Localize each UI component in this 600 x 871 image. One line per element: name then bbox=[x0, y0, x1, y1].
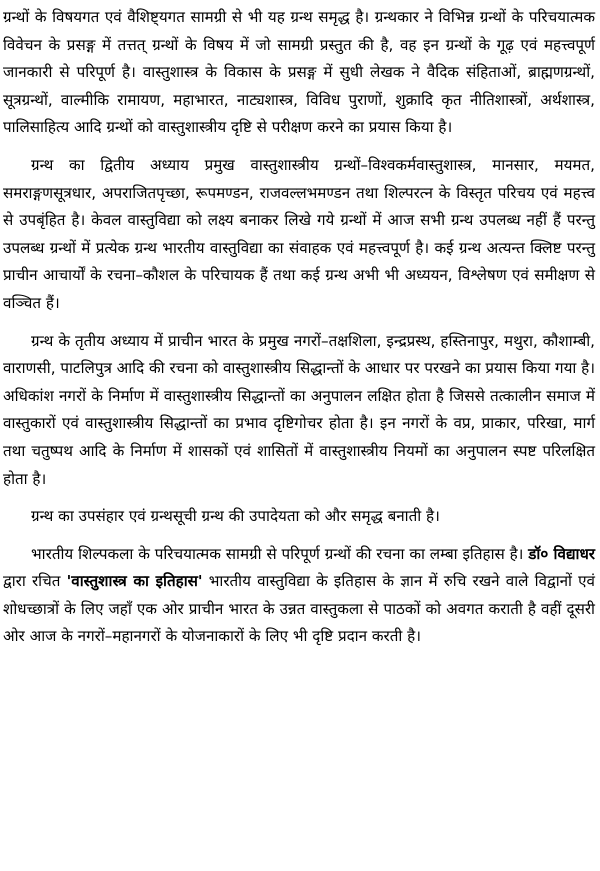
paragraph-4: ग्रन्थ का उपसंहार एवं ग्रन्थसूची ग्रन्थ की उपादेयता को और समृद्ध बनाती है। bbox=[31, 507, 440, 526]
paragraph-5 bbox=[3, 541, 595, 651]
paragraph-1: ग्रन्थों के विषयगत एवं वैशिष्ट्यगत सामग्री से भी यह ग्रन्थ समृद्ध है। ग्रन्थकार ने विभिन्न ग्रन्थों के परिचयात्मक विवेचन के प्रसङ्ग में तत्तत् ग्रन्थों के विषय में जो सामग्री प्रस्तुत की है, वह इन ग्रन्थों के गूढ़ एवं महत्त्वपूर्ण जानकारी से परिपूर्ण है। वास्तुशास्त्र के विकास के प्रसङ्ग में सुधी लेखक ने वैदिक संहिताओं, ब्राह्मणग्रन्थों, सूत्रग्रन्थों, वाल्मीकि रामायण, महाभारत, नाट्यशास्त्र, विविध पुराणों, शुक्रादि कृत नीतिशास्त्रों, अर्थशास्त्र, पालिसाहित्य आदि ग्रन्थों को वास्तुशास्त्रीय दृष्टि से परीक्षण करने का प्रयास किया है। bbox=[3, 8, 595, 137]
book-title: 'वास्तुशास्त्र का इतिहास' bbox=[66, 572, 203, 591]
paragraph-2: ग्रन्थ का द्वितीय अध्याय प्रमुख वास्तुशास्त्रीय ग्रन्थों–विश्वकर्मवास्तुशास्त्र, मानसार, मयमत, समराङ्गणसूत्रधार, अपराजितपृच्छा, रूपमण्डन, राजवल्लभमण्डन तथा शिल्परत्न के विस्तृत परिचय एवं महत्त्व से उपबृंहित है। केवल वास्तुविद्या को लक्ष्य बनाकर लिखे गये ग्रन्थों में आज सभी ग्रन्थ उपलब्ध नहीं हैं परन्तु उपलब्ध ग्रन्थों में प्रत्येक ग्रन्थ भारतीय वास्तुविद्या का संवाहक एवं महत्त्वपूर्ण है। कई ग्रन्थ अत्यन्त क्लिष्ट परन्तु प्राचीन आचार्यों के रचना–कौशल के परिचायक हैं तथा कई ग्रन्थ अभी भी अध्ययन, विश्लेषण एवं समीक्षण से वञ्चित हैं। bbox=[3, 155, 595, 312]
paragraph-5-rest: भारतीय वास्तुविद्या के इतिहास के ज्ञान में रुचि रखने वाले विद्वानों एवं शोधच्छात्रों के लिए जहाँ एक ओर प्राचीन भारत के उन्नत वास्तुकला से पाठकों को अवगत कराती है वहीं दूसरी ओर आज के नगरों–महानगरों के योजनाकारों के लिए भी दृष्टि प्रदान करती है। bbox=[3, 572, 595, 646]
paragraph-5-intro: भारतीय शिल्पकला के परिचयात्मक सामग्री से परिपूर्ण ग्रन्थों की रचना का लम्बा इतिहास है। bbox=[31, 544, 529, 563]
document-page bbox=[3, 4, 595, 661]
author-name: डॉ० विद्याधर bbox=[528, 544, 595, 563]
paragraph-3: ग्रन्थ के तृतीय अध्याय में प्राचीन भारत के प्रमुख नगरों–तक्षशिला, इन्द्रप्रस्थ, हस्तिनापुर, मथुरा, कौशाम्बी, वाराणसी, पाटलिपुत्र आदि की रचना को वास्तुशास्त्रीय सिद्धान्तों के आधार पर परखने का प्रयास किया गया है। अधिकांश नगरों के निर्माण में वास्तुशास्त्रीय सिद्धान्तों का अनुपालन लक्षित होता है जिससे तत्कालीन समाज में वास्तुकारों एवं वास्तुशास्त्रीय सिद्धान्तों का प्रभाव दृष्टिगोचर होता है। इन नगरों के वप्र, प्राकार, परिखा, मार्ग तथा चतुष्पथ आदि के निर्माण में शासकों एवं शासितों में वास्तुशास्त्रीय नियमों का अनुपालन स्पष्ट परिलक्षित होता है। bbox=[3, 331, 595, 488]
paragraph-5-connector: द्वारा रचित bbox=[3, 572, 67, 591]
